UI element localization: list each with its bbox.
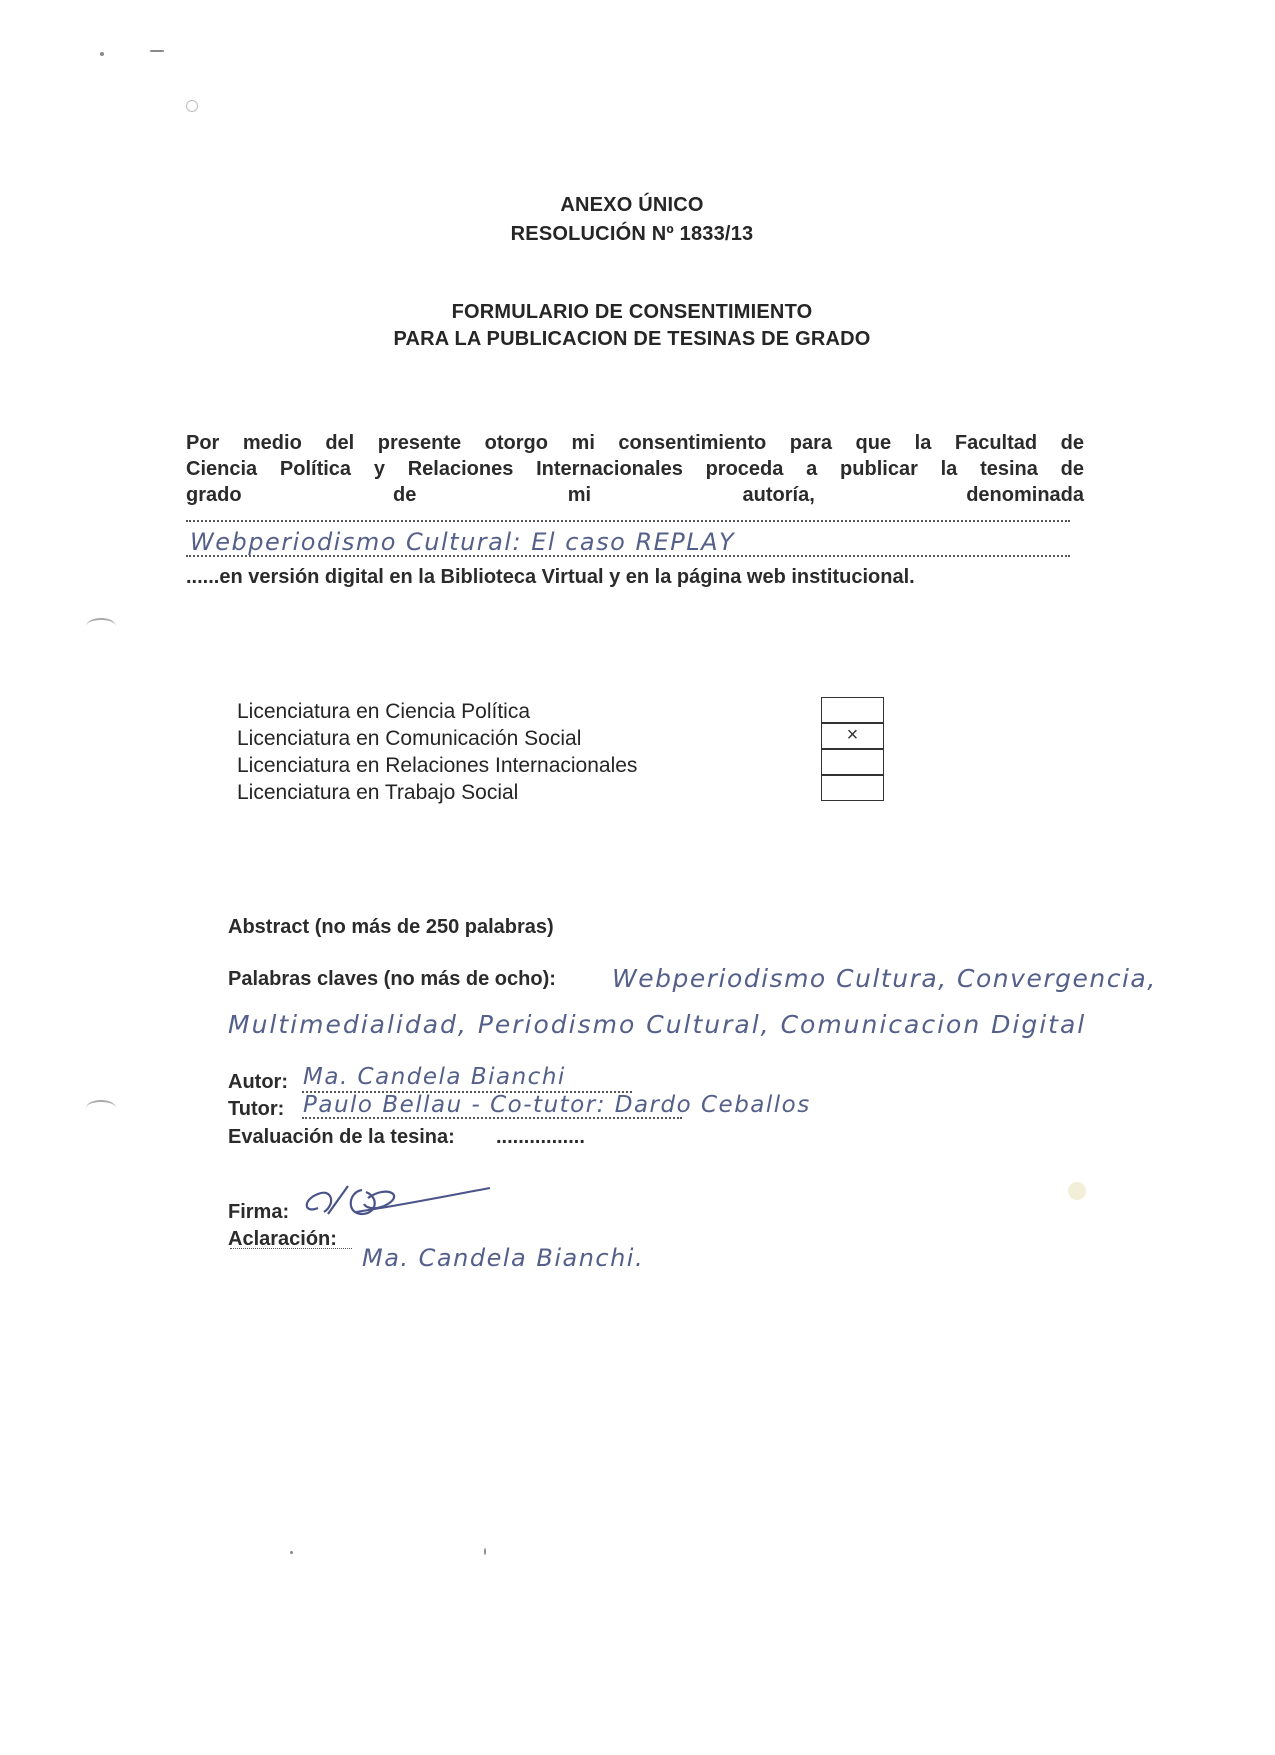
scan-speck	[100, 52, 104, 56]
scan-speck	[150, 50, 164, 52]
degree-comunicacion-social: Licenciatura en Comunicación Social	[237, 727, 582, 750]
scan-speck	[484, 1548, 486, 1555]
consent-line-3: grado de mi autoría, denominada	[186, 484, 1084, 506]
check-mark: ×	[846, 724, 859, 746]
form-title-line1: FORMULARIO DE CONSENTIMIENTO	[451, 301, 813, 323]
checkbox-relaciones-internacionales[interactable]	[821, 749, 884, 775]
checkbox-trabajo-social[interactable]	[821, 775, 884, 801]
checkbox-ciencia-politica[interactable]	[821, 697, 884, 723]
form-title-line2: PARA LA PUBLICACION DE TESINAS DE GRADO	[393, 328, 871, 350]
hole-punch-mark	[86, 1100, 116, 1116]
evaluacion-value[interactable]: ................	[496, 1126, 585, 1148]
tutor-label: Tutor:	[228, 1098, 285, 1120]
tutor-value[interactable]: Paulo Bellau - Co-tutor: Dardo Ceballos	[303, 1092, 811, 1118]
degree-trabajo-social: Licenciatura en Trabajo Social	[237, 781, 519, 804]
consent-line-2: Ciencia Política y Relaciones Internacionales proceda a publicar la tesina de	[186, 458, 1084, 480]
consent-line-1: Por medio del presente otorgo mi consentimiento para que la Facultad de	[186, 432, 1084, 454]
degree-relaciones-internacionales: Licenciatura en Relaciones Internacionales	[237, 754, 638, 777]
dotted-line-1	[186, 520, 1070, 522]
autor-label: Autor:	[228, 1071, 288, 1093]
autor-value[interactable]: Ma. Candela Bianchi	[303, 1064, 566, 1090]
stain-mark	[1068, 1182, 1086, 1200]
scan-speck	[186, 100, 198, 112]
degree-ciencia-politica: Licenciatura en Ciencia Política	[237, 700, 530, 723]
keywords-label: Palabras claves (no más de ocho):	[228, 968, 556, 990]
consent-line-end: ......en versión digital en la Biblioteca Virtual y en la página web institucional.	[186, 566, 915, 588]
hole-punch-mark	[86, 618, 116, 634]
firma-label: Firma:	[228, 1201, 290, 1223]
aclaracion-dotted-line	[230, 1248, 352, 1249]
scan-speck	[290, 1551, 293, 1554]
abstract-label: Abstract (no más de 250 palabras)	[228, 916, 554, 938]
aclaracion-value[interactable]: Ma. Candela Bianchi.	[362, 1244, 645, 1272]
signature-icon	[296, 1178, 496, 1228]
keywords-line-1[interactable]: Webperiodismo Cultura, Convergencia,	[612, 964, 1157, 993]
resolution-number: RESOLUCIÓN Nº 1833/13	[510, 223, 754, 245]
aclaracion-label: Aclaración:	[228, 1228, 337, 1250]
keywords-line-2[interactable]: Multimedialidad, Periodismo Cultural, Comunicacion Digital	[228, 1010, 1087, 1039]
evaluacion-label: Evaluación de la tesina:	[228, 1126, 455, 1148]
thesis-title-handwritten[interactable]: Webperiodismo Cultural: El caso REPLAY	[190, 528, 736, 556]
annex-title: ANEXO ÚNICO	[560, 194, 704, 216]
checkbox-comunicacion-social[interactable]	[821, 723, 884, 749]
